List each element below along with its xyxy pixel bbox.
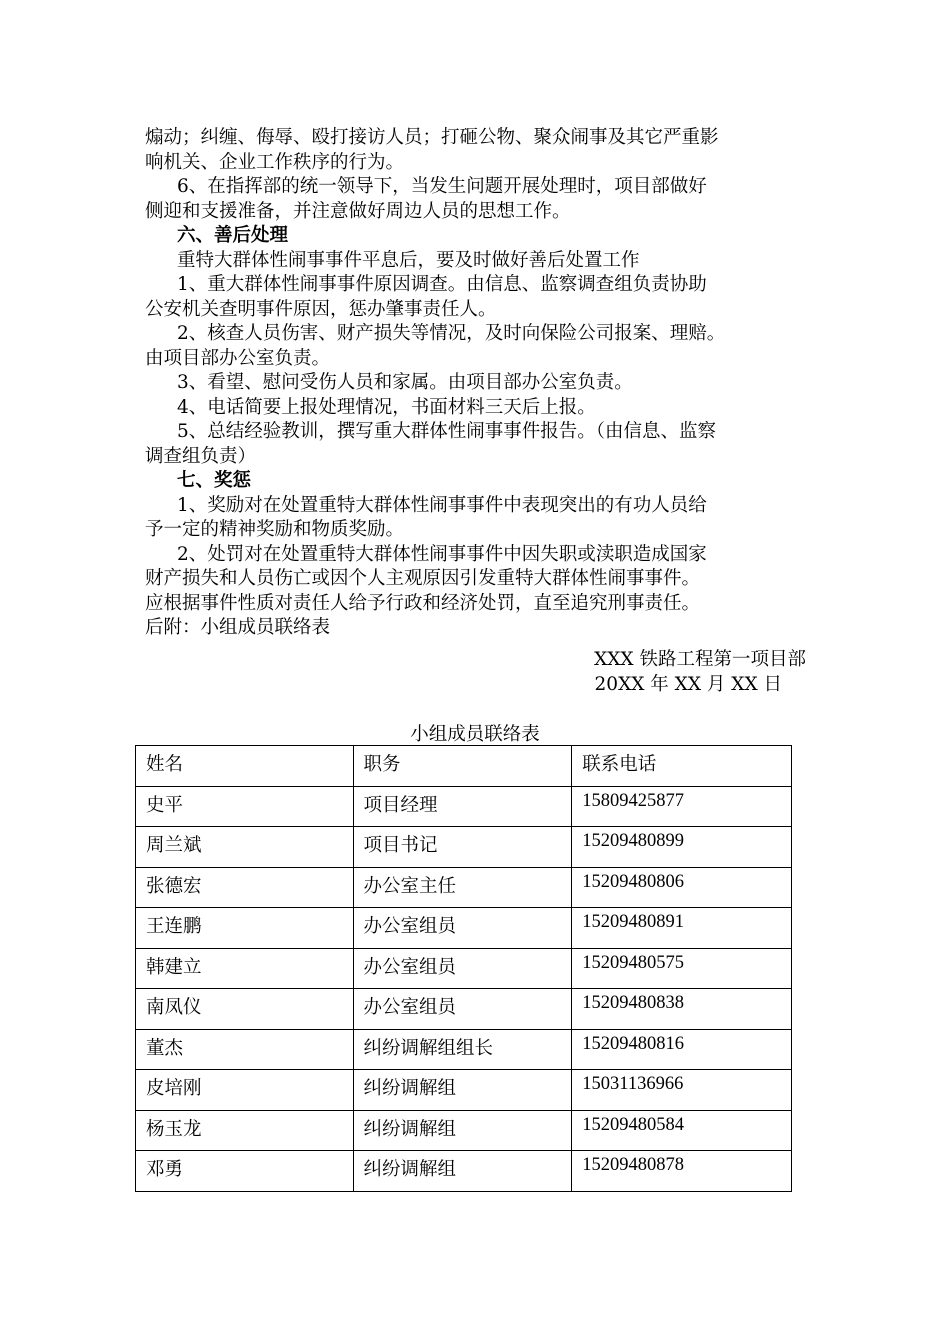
member-position: 纠纷调解组 xyxy=(353,1151,572,1192)
table-row xyxy=(136,867,792,908)
section-heading: 六、善后处理 xyxy=(177,225,289,246)
body-line: 6、在指挥部的统一领导下，当发生问题开展处理时，项目部做好 xyxy=(177,176,707,197)
body-line: 3、看望、慰问受伤人员和家属。由项目部办公室负责。 xyxy=(177,372,633,393)
member-name: 周兰斌 xyxy=(136,827,354,868)
table-body xyxy=(136,786,792,1191)
member-phone: 15209480891 xyxy=(572,908,792,949)
member-name: 张德宏 xyxy=(136,867,354,908)
member-name: 史平 xyxy=(136,786,354,827)
body-line: 煽动；纠缠、侮辱、殴打接访人员；打砸公物、聚众闹事及其它严重影 xyxy=(145,127,719,148)
body-line: 4、电话简要上报处理情况，书面材料三天后上报。 xyxy=(177,396,596,418)
member-phone: 15209480584 xyxy=(572,1110,792,1151)
member-phone: 15209480575 xyxy=(572,948,792,989)
body-line: 予一定的精神奖励和物质奖励。 xyxy=(145,519,405,540)
member-position: 纠纷调解组 xyxy=(353,1110,572,1151)
header-position: 职务 xyxy=(353,746,572,787)
body-line: 响机关、企业工作秩序的行为。 xyxy=(145,151,405,173)
table-row xyxy=(136,989,792,1030)
header-phone: 联系电话 xyxy=(572,746,792,787)
table-row xyxy=(136,948,792,989)
member-phone: 15209480899 xyxy=(572,827,792,868)
table-row xyxy=(136,786,792,827)
body-line: 重特大群体性闹事事件平息后，要及时做好善后处置工作 xyxy=(177,249,640,271)
member-phone: 15209480838 xyxy=(572,989,792,1030)
body-line: 调查组负责） xyxy=(145,445,257,467)
body-line: 1、奖励对在处置重特大群体性闹事事件中表现突出的有功人员给 xyxy=(177,494,707,516)
member-name: 杨玉龙 xyxy=(136,1110,354,1151)
member-position: 办公室组员 xyxy=(353,948,572,989)
table-row xyxy=(136,1070,792,1111)
body-line: 5、总结经验教训，撰写重大群体性闹事事件报告。（由信息、监察 xyxy=(177,421,717,442)
member-position: 办公室主任 xyxy=(353,867,572,908)
member-phone: 15809425877 xyxy=(572,786,792,827)
body-line: 由项目部办公室负责。 xyxy=(145,347,331,369)
member-position: 纠纷调解组组长 xyxy=(353,1029,572,1070)
member-name: 邓勇 xyxy=(136,1151,354,1192)
body-line: 应根据事件性质对责任人给予行政和经济处罚，直至追究刑事责任。 xyxy=(145,592,701,614)
member-name: 皮培刚 xyxy=(136,1070,354,1111)
table-row xyxy=(136,1029,792,1070)
member-name: 南凤仪 xyxy=(136,989,354,1030)
member-position: 办公室组员 xyxy=(353,989,572,1030)
section-heading: 七、奖惩 xyxy=(177,470,252,491)
member-name: 董杰 xyxy=(136,1029,354,1070)
member-phone: 15209480878 xyxy=(572,1151,792,1192)
table-caption: 小组成员联络表 xyxy=(410,724,540,745)
table-header-row xyxy=(136,746,792,787)
contact-table xyxy=(135,745,792,1192)
member-name: 王连鹏 xyxy=(136,908,354,949)
signature-date: 20XX 年 XX 月 XX 日 xyxy=(594,674,782,695)
member-phone: 15209480806 xyxy=(572,867,792,908)
body-line: 1、重大群体性闹事事件原因调查。由信息、监察调查组负责协助 xyxy=(177,274,707,295)
member-position: 纠纷调解组 xyxy=(353,1070,572,1111)
member-phone: 15031136966 xyxy=(572,1070,792,1111)
header-name: 姓名 xyxy=(136,746,354,787)
body-line: 侧迎和支援准备，并注意做好周边人员的思想工作。 xyxy=(145,200,571,222)
table-row xyxy=(136,827,792,868)
member-position: 项目经理 xyxy=(353,786,572,827)
body-line: 财产损失和人员伤亡或因个人主观原因引发重特大群体性闹事事件。 xyxy=(145,568,701,589)
member-position: 项目书记 xyxy=(353,827,572,868)
signature-org: XXX 铁路工程第一项目部 xyxy=(594,649,806,670)
body-line: 公安机关查明事件原因，惩办肇事责任人。 xyxy=(145,298,497,320)
member-name: 韩建立 xyxy=(136,948,354,989)
table-row xyxy=(136,908,792,949)
body-line: 2、处罚对在处置重特大群体性闹事事件中因失职或渎职造成国家 xyxy=(177,543,707,565)
member-position: 办公室组员 xyxy=(353,908,572,949)
body-line: 2、核查人员伤害、财产损失等情况，及时向保险公司报案、理赔。 xyxy=(177,323,726,344)
member-phone: 15209480816 xyxy=(572,1029,792,1070)
table-row xyxy=(136,1110,792,1151)
table-row xyxy=(136,1151,792,1192)
body-line: 后附：小组成员联络表 xyxy=(145,617,331,638)
